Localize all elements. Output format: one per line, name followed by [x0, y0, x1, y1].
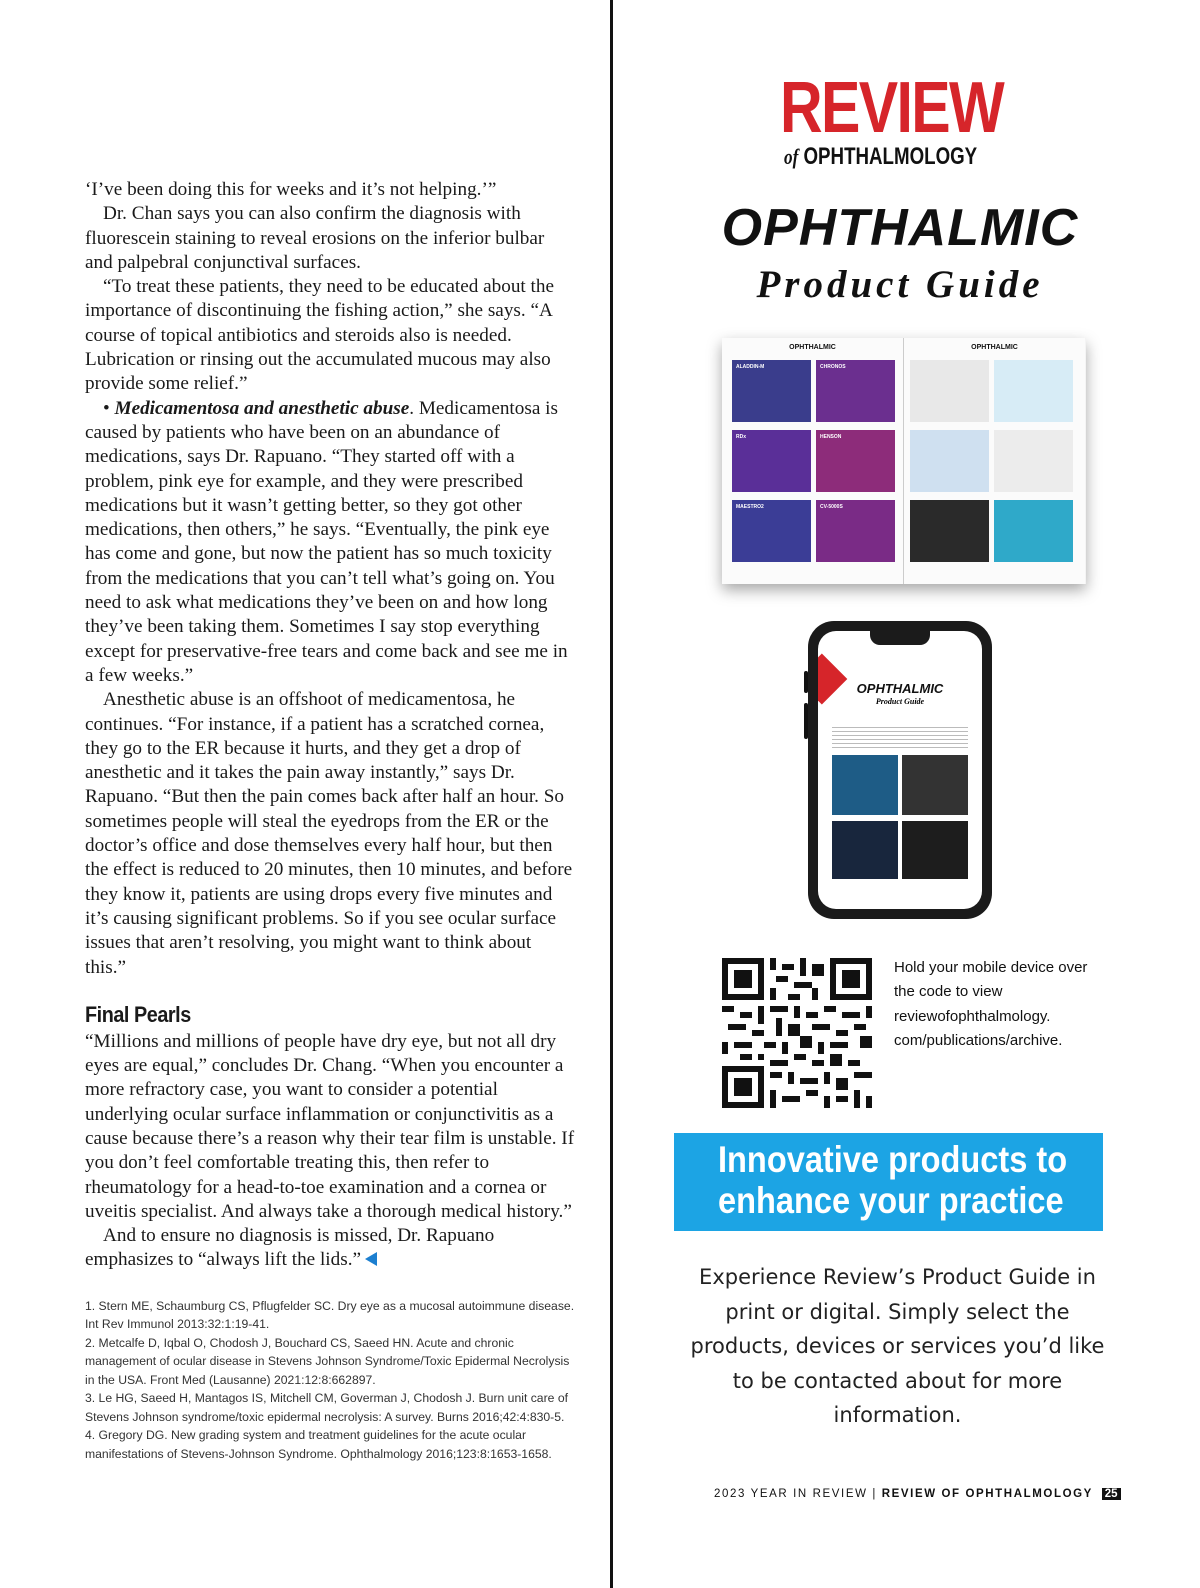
references	[85, 1297, 575, 1464]
phone-button	[804, 671, 808, 693]
spread-tile: CHRONOS	[816, 360, 895, 422]
spread-tile	[910, 430, 989, 492]
spread-tile	[994, 430, 1073, 492]
closing-paragraph	[85, 1224, 575, 1273]
reference-item: 3. Le HG, Saeed H, Mantagos IS, Mitchell CM, Goverman J, Chodosh J. Burn unit care of Stevens Johnson syndrome/toxic epidermal necrolysis: A survey. Burns 2016;42:4:830-5.	[85, 1391, 568, 1424]
article-paragraph: “To treat these patients, they need to be educated about the importance of discontinuing the fishing action,” she says. “A course of topical antibiotics and steroids also is needed. Lubrication or rinsing out the accumulated mucous may also provide some relief.”	[85, 276, 554, 395]
logo-review: REVIEW	[780, 68, 1004, 148]
bullet-text: . Medicamentosa is caused by patients who have been on an abundance of medications, says Dr. Rapuano. “They started off with a problem, pink eye for example, and they were prescribed medications but it wasn’t getting better, so they got other medications, then others,” he says. “Eventually, the pink eye has come and gone, but now the patient has so much toxicity from the medications that you can’t tell what’s going on. You need to ask what medications they’ve been on and how long they’ve been taking them. Sometimes I say stop everything except for preservative-free tears and come back and see me in a few weeks.”	[85, 397, 568, 686]
spread-tile: HENSON	[816, 430, 895, 492]
spread-tile	[994, 360, 1073, 422]
phone-screen	[818, 631, 982, 909]
magazine-spread-image	[722, 338, 1086, 584]
article-paragraph: Dr. Chan says you can also confirm the diagnosis with fluorescein staining to reveal erosions on the inferior bulbar and palpebral conjunctival surfaces.	[85, 203, 545, 273]
reference-item: 2. Metcalfe D, Iqbal O, Chodosh J, Bouchard CS, Saeed HN. Acute and chronic management of ocular disease in Stevens Johnson Syndrome/Toxic Epidermal Necrolysis in the USA. Front Med (Lausanne) 2021:12:8:662897.	[85, 1335, 570, 1387]
qr-code[interactable]	[722, 958, 872, 1108]
phone-ad-tile	[902, 821, 968, 879]
logo-subtitle	[784, 144, 977, 170]
phone-notch	[870, 631, 930, 645]
qr-instructions: Hold your mobile device over the code to view reviewofophthalmology. com/publications/archive.	[894, 959, 1088, 1049]
banner-line: enhance your practice	[718, 1180, 1064, 1221]
spread-tile: CV-5000S	[816, 500, 895, 562]
banner-line: Innovative products to	[718, 1139, 1068, 1180]
spread-tile	[910, 500, 989, 562]
spread-right-page	[904, 338, 1085, 584]
footer-publication: REVIEW OF OPHTHALMOLOGY	[881, 1488, 1093, 1500]
phone-subtitle: Product Guide	[875, 697, 925, 706]
bullet-marker: •	[103, 397, 110, 419]
bullet-term: Medicamentosa and anesthetic abuse	[114, 397, 410, 419]
promo-text: Experience Review’s Product Guide in print or digital. Simply select the products, devices or services you’d like to be contacted about for more information.	[690, 1265, 1105, 1427]
phone-text-lines	[832, 727, 968, 749]
footer-issue: 2023 YEAR IN REVIEW |	[714, 1488, 877, 1500]
spread-tile	[994, 500, 1073, 562]
closing-text: And to ensure no diagnosis is missed, Dr. Rapuano emphasizes to “always lift the lids.”	[85, 1225, 495, 1271]
spread-header: OPHTHALMIC	[789, 344, 836, 351]
phone-ad-tile	[832, 821, 898, 879]
logo-of: of	[784, 144, 799, 169]
bullet-paragraph	[85, 397, 575, 689]
phone-mockup	[808, 621, 992, 919]
reference-item: 1. Stern ME, Schaumburg CS, Pflugfelder SC. Dry eye as a mucosal autoimmune disease. Int Rev Immunol 2013:32:1:19-41.	[85, 1298, 575, 1332]
article-column	[85, 178, 575, 1463]
product-guide-subtitle: Product Guide	[756, 263, 1044, 306]
article-paragraph: “Millions and millions of people have dry eye, but not all dry eyes are equal,” concludes Dr. Chang. “When you encounter a more refractory case, you want to consider a potential underlying ocular surface inflammation or conjunctivitis as a cause because there’s a reason why their tear film is unstable. If you don’t feel comfortable treating this, then refer to rheumatology for a head-to-toe examination and a cornea or uveitis specialist. And always take a thorough medical history.”	[85, 1030, 575, 1222]
review-logo	[780, 68, 1020, 170]
promo-banner	[674, 1133, 1103, 1231]
phone-title: OPHTHALMIC	[856, 681, 944, 696]
spread-tile	[910, 360, 989, 422]
logo-ophthalmology: OPHTHALMOLOGY	[803, 143, 978, 170]
spread-tile: RDx	[732, 430, 811, 492]
article-paragraph: Anesthetic abuse is an offshoot of medicamentosa, he continues. “For instance, if a patient has a scratched cornea, they go to the ER because it hurts, and they get a drop of anesthetic and it takes the pain away instantly,” says Dr. Rapuano. “But then the pain comes back after half an hour. So sometimes people will steal the eyedrops from the ER or the doctor’s office and dose themselves every half hour, but then the effect is reduced to 20 minutes, then 10 minutes, and before they know it, patients are using drops every five minutes and it’s causing significant problems. So if you see ocular surface issues that aren’t resolving, you might want to think about this.”	[85, 689, 573, 978]
spread-left-page	[722, 338, 904, 584]
end-of-article-icon	[365, 1252, 377, 1266]
phone-ad-tile	[902, 755, 968, 815]
phone-button	[804, 703, 808, 739]
spread-header: OPHTHALMIC	[971, 344, 1018, 351]
article-paragraph: ‘I’ve been doing this for weeks and it’s not helping.’”	[85, 179, 497, 200]
banner-text	[718, 1139, 1088, 1221]
product-guide-title: OPHTHALMIC	[721, 199, 1079, 257]
phone-ad-tile	[832, 755, 898, 815]
reference-item: 4. Gregory DG. New grading system and treatment guidelines for the acute ocular manifestations of Stevens-Johnson Syndrome. Ophthalmology 2016;123:8:1653-1658.	[85, 1428, 552, 1461]
page-number: 25	[1102, 1488, 1121, 1500]
column-divider	[610, 0, 613, 1588]
spread-tile: MAESTRO2	[732, 500, 811, 562]
section-heading: Final Pearls	[85, 1001, 191, 1027]
page-footer	[714, 1488, 1121, 1500]
spread-tile: ALADDIN-M	[732, 360, 811, 422]
